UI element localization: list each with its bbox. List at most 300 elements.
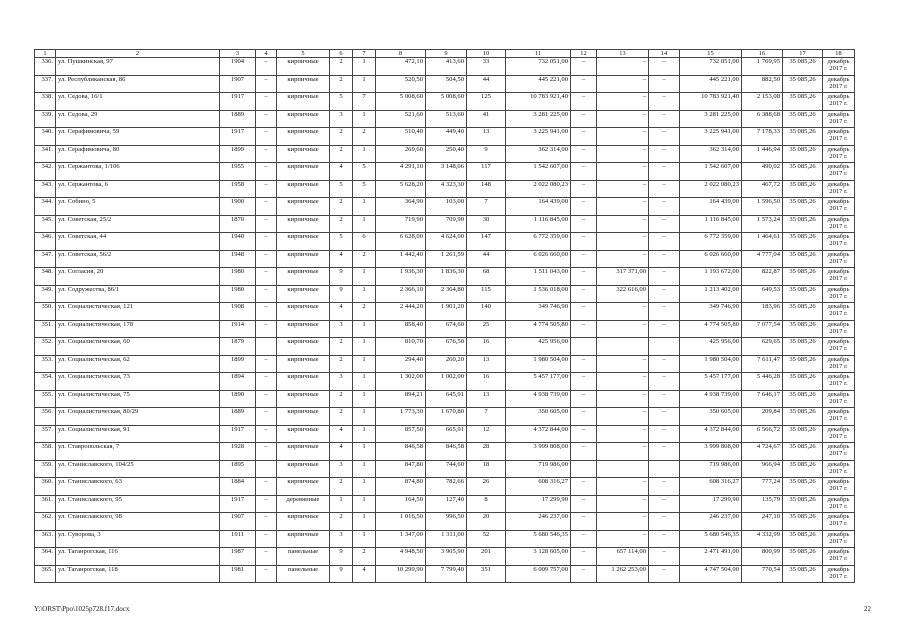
table-cell: кирпичные: [277, 285, 330, 303]
column-number: 2: [56, 50, 220, 58]
table-cell: 2 366,10: [376, 285, 426, 303]
table-cell: 1 116 845,00: [506, 215, 571, 233]
table-cell: кирпичные: [277, 145, 330, 163]
table-cell: 1 596,50: [742, 198, 783, 216]
table-cell: –: [571, 163, 597, 181]
table-cell: –: [571, 425, 597, 443]
table-row: [35, 128, 855, 146]
table-cell: –: [256, 250, 277, 268]
table-cell: 342.: [35, 163, 56, 181]
page-number: 22: [864, 605, 871, 613]
table-row: [35, 250, 855, 268]
table-cell: 1: [353, 373, 376, 391]
table-row: [35, 565, 855, 583]
table-cell: декабрь 2017 г.: [823, 425, 855, 443]
table-cell: 350.: [35, 303, 56, 321]
column-number: 6: [330, 50, 353, 58]
table-cell: 3 225 941,00: [506, 128, 571, 146]
table-cell: ул. Социалистическая, 91: [56, 425, 220, 443]
table-cell: декабрь 2017 г.: [823, 93, 855, 111]
table-cell: 6 388,68: [742, 110, 783, 128]
table-cell: 164,50: [376, 495, 426, 513]
table-cell: 1 213 402,00: [680, 285, 742, 303]
table-cell: –: [571, 443, 597, 461]
table-cell: 250,40: [426, 145, 467, 163]
column-number: 11: [506, 50, 571, 58]
table-cell: 1 901,20: [426, 303, 467, 321]
table-cell: –: [256, 390, 277, 408]
table-cell: 247,10: [742, 513, 783, 531]
table-cell: 4: [353, 565, 376, 583]
table-cell: –: [256, 495, 277, 513]
table-cell: 1 773,30: [376, 408, 426, 426]
table-row: [35, 390, 855, 408]
table-cell: 362 314,00: [506, 145, 571, 163]
table-cell: 1: [353, 443, 376, 461]
table-cell: декабрь 2017 г.: [823, 250, 855, 268]
table-cell: ул. Социалистическая, 62: [56, 355, 220, 373]
table-cell: 4 948,50: [376, 548, 426, 566]
table-cell: 1928: [220, 443, 256, 461]
table-cell: 629,65: [742, 338, 783, 356]
table-cell: 13: [467, 128, 506, 146]
table-cell: кирпичные: [277, 198, 330, 216]
table-cell: 35 085,26: [783, 460, 823, 478]
table-cell: 1917: [220, 495, 256, 513]
table-cell: 117: [467, 163, 506, 181]
table-cell: 9: [330, 548, 353, 566]
table-cell: декабрь 2017 г.: [823, 513, 855, 531]
table-cell: 1: [353, 285, 376, 303]
table-cell: –: [649, 530, 680, 548]
table-cell: кирпичные: [277, 250, 330, 268]
table-cell: ул. Социалистическая, 80/29: [56, 408, 220, 426]
table-cell: 1889: [220, 408, 256, 426]
table-cell: –: [597, 320, 649, 338]
table-cell: 513,60: [426, 110, 467, 128]
table-cell: 246 237,00: [680, 513, 742, 531]
table-cell: –: [597, 355, 649, 373]
table-cell: 2 364,80: [426, 285, 467, 303]
table-cell: –: [571, 215, 597, 233]
table-cell: кирпичные: [277, 320, 330, 338]
table-cell: 35 085,26: [783, 355, 823, 373]
table-cell: 354.: [35, 373, 56, 391]
table-cell: –: [256, 408, 277, 426]
table-cell: ул. Серафимовича, 59: [56, 128, 220, 146]
table-cell: ул. Советская, 44: [56, 233, 220, 251]
table-cell: кирпичные: [277, 460, 330, 478]
table-cell: 16: [467, 373, 506, 391]
table-cell: 5 008,60: [376, 93, 426, 111]
table-cell: 351.: [35, 320, 56, 338]
table-cell: [256, 460, 277, 478]
table-cell: 4 724,67: [742, 443, 783, 461]
table-cell: 4 777,04: [742, 250, 783, 268]
table-cell: 35 085,26: [783, 163, 823, 181]
table-cell: 1: [353, 478, 376, 496]
table-cell: 2: [353, 250, 376, 268]
table-cell: 35 085,26: [783, 530, 823, 548]
table-cell: 1940: [220, 233, 256, 251]
table-cell: 336.: [35, 58, 56, 76]
table-cell: 2: [330, 355, 353, 373]
table-cell: 2: [330, 198, 353, 216]
table-cell: 874,80: [376, 478, 426, 496]
table-cell: ул. Станиславского, 104/25: [56, 460, 220, 478]
table-cell: 4: [330, 303, 353, 321]
table-cell: 1: [353, 75, 376, 93]
table-cell: 1917: [220, 128, 256, 146]
table-cell: 676,50: [426, 338, 467, 356]
table-cell: 4 372 844,00: [506, 425, 571, 443]
table-cell: –: [597, 215, 649, 233]
table-cell: –: [649, 320, 680, 338]
column-number: 14: [649, 50, 680, 58]
table-cell: 4: [330, 163, 353, 181]
table-cell: 35 085,26: [783, 58, 823, 76]
column-number: 4: [256, 50, 277, 58]
table-cell: ул. Республиканская, 86: [56, 75, 220, 93]
table-cell: 649,53: [742, 285, 783, 303]
table-row: [35, 268, 855, 286]
table-cell: кирпичные: [277, 530, 330, 548]
table-cell: 1 980 504,00: [506, 355, 571, 373]
table-cell: 777,24: [742, 478, 783, 496]
table-cell: 719 986,00: [506, 460, 571, 478]
table-cell: 147: [467, 233, 506, 251]
table-cell: декабрь 2017 г.: [823, 180, 855, 198]
table-cell: 4 323,30: [426, 180, 467, 198]
table-cell: декабрь 2017 г.: [823, 548, 855, 566]
table-row: [35, 233, 855, 251]
table-cell: –: [571, 548, 597, 566]
table-cell: кирпичные: [277, 58, 330, 76]
table-cell: 6 026 660,00: [680, 250, 742, 268]
table-cell: –: [571, 128, 597, 146]
table-cell: –: [649, 355, 680, 373]
table-cell: 6 772 359,00: [506, 233, 571, 251]
table-cell: 68: [467, 268, 506, 286]
table-cell: –: [597, 408, 649, 426]
table-cell: декабрь 2017 г.: [823, 390, 855, 408]
table-cell: кирпичные: [277, 163, 330, 181]
table-cell: 2 471 491,00: [680, 548, 742, 566]
table-cell: декабрь 2017 г.: [823, 443, 855, 461]
table-cell: 1 511 043,00: [506, 268, 571, 286]
table-cell: кирпичные: [277, 478, 330, 496]
table-cell: 17 299,90: [506, 495, 571, 513]
table-cell: –: [256, 530, 277, 548]
table-cell: –: [597, 478, 649, 496]
table-cell: 1 116 845,00: [680, 215, 742, 233]
table-cell: 35 085,26: [783, 215, 823, 233]
table-cell: –: [597, 495, 649, 513]
table-cell: декабрь 2017 г.: [823, 373, 855, 391]
table-cell: 1870: [220, 215, 256, 233]
table-cell: 4: [330, 250, 353, 268]
table-cell: 800,99: [742, 548, 783, 566]
table-cell: 35 085,26: [783, 373, 823, 391]
table-cell: –: [571, 250, 597, 268]
table-cell: –: [256, 513, 277, 531]
table-cell: 1 442,40: [376, 250, 426, 268]
column-number: 16: [742, 50, 783, 58]
table-cell: 5: [353, 180, 376, 198]
table-cell: 1911: [220, 530, 256, 548]
table-cell: декабрь 2017 г.: [823, 198, 855, 216]
table-cell: 35 085,26: [783, 320, 823, 338]
table-cell: 1: [353, 215, 376, 233]
table-cell: 645,91: [426, 390, 467, 408]
table-cell: 1 836,30: [426, 268, 467, 286]
table-cell: 3 281 225,00: [680, 110, 742, 128]
table-cell: декабрь 2017 г.: [823, 110, 855, 128]
table-cell: 364.: [35, 548, 56, 566]
table-cell: 360.: [35, 478, 56, 496]
table-cell: 2: [330, 58, 353, 76]
table-cell: 4 938 739,00: [506, 390, 571, 408]
table-cell: –: [571, 408, 597, 426]
table-cell: 1: [330, 495, 353, 513]
table-cell: 362 314,00: [680, 145, 742, 163]
column-number: 12: [571, 50, 597, 58]
table-cell: 2: [330, 215, 353, 233]
table-row: [35, 443, 855, 461]
table-cell: –: [256, 443, 277, 461]
table-cell: –: [571, 110, 597, 128]
table-cell: –: [256, 215, 277, 233]
table-cell: –: [571, 373, 597, 391]
table-cell: ул. Социалистическая, 121: [56, 303, 220, 321]
table-cell: –: [256, 93, 277, 111]
table-cell: 1 016,50: [376, 513, 426, 531]
table-cell: 361.: [35, 495, 56, 513]
column-number: 7: [353, 50, 376, 58]
table-cell: 1: [353, 460, 376, 478]
table-cell: –: [649, 443, 680, 461]
table-cell: –: [597, 145, 649, 163]
column-number: 9: [426, 50, 467, 58]
table-row: [35, 513, 855, 531]
table-cell: кирпичные: [277, 408, 330, 426]
table-cell: 1907: [220, 513, 256, 531]
table-cell: –: [571, 198, 597, 216]
table-cell: ул. Советская, 56/2: [56, 250, 220, 268]
table-cell: –: [649, 303, 680, 321]
table-cell: 1: [353, 495, 376, 513]
table-cell: 4: [330, 443, 353, 461]
table-cell: 810,70: [376, 338, 426, 356]
table-cell: 345.: [35, 215, 56, 233]
table-cell: –: [256, 565, 277, 583]
table-cell: 35 085,26: [783, 425, 823, 443]
table-cell: 8: [467, 495, 506, 513]
table-cell: 2 153,08: [742, 93, 783, 111]
table-cell: [571, 338, 597, 356]
table-cell: –: [597, 198, 649, 216]
table-cell: –: [256, 355, 277, 373]
table-cell: ул. Советская, 25/2: [56, 215, 220, 233]
table-cell: –: [649, 93, 680, 111]
table-cell: 35 085,26: [783, 268, 823, 286]
table-cell: декабрь 2017 г.: [823, 233, 855, 251]
table-cell: –: [571, 495, 597, 513]
table-cell: 490,02: [742, 163, 783, 181]
table-cell: –: [571, 145, 597, 163]
table-cell: 35 085,26: [783, 390, 823, 408]
table-cell: –: [649, 425, 680, 443]
table-cell: 352.: [35, 338, 56, 356]
table-cell: панельные: [277, 565, 330, 583]
table-cell: 4: [330, 425, 353, 443]
table-cell: 445 221,00: [506, 75, 571, 93]
table-cell: 6 772 359,00: [680, 233, 742, 251]
table-cell: 3 281 225,00: [506, 110, 571, 128]
table-cell: –: [571, 233, 597, 251]
table-row: [35, 285, 855, 303]
table-cell: 5 446,28: [742, 373, 783, 391]
table-cell: 472,10: [376, 58, 426, 76]
table-cell: –: [571, 93, 597, 111]
table-header-row: [35, 50, 855, 58]
table-row: [35, 320, 855, 338]
table-cell: 1917: [220, 93, 256, 111]
table-cell: [649, 338, 680, 356]
table-cell: 35 085,26: [783, 548, 823, 566]
table-row: [35, 198, 855, 216]
table-cell: –: [256, 110, 277, 128]
table-cell: 362.: [35, 513, 56, 531]
table-row: [35, 145, 855, 163]
table-cell: –: [256, 75, 277, 93]
table-cell: 7 799,40: [426, 565, 467, 583]
table-cell: –: [597, 93, 649, 111]
table-cell: 35 085,26: [783, 513, 823, 531]
table-cell: 35 085,26: [783, 145, 823, 163]
table-cell: 2 022 080,23: [506, 180, 571, 198]
table-cell: 341.: [35, 145, 56, 163]
table-cell: 2: [330, 408, 353, 426]
table-cell: –: [649, 565, 680, 583]
table-cell: –: [649, 250, 680, 268]
table-cell: –: [597, 250, 649, 268]
table-cell: 4 332,99: [742, 530, 783, 548]
table-row: [35, 180, 855, 198]
table-cell: 13: [467, 355, 506, 373]
table-cell: 1: [353, 110, 376, 128]
table-cell: –: [597, 373, 649, 391]
table-cell: 5: [330, 180, 353, 198]
table-cell: 882,50: [742, 75, 783, 93]
table-cell: декабрь 2017 г.: [823, 128, 855, 146]
table-cell: –: [649, 215, 680, 233]
table-cell: 1 542 607,00: [680, 163, 742, 181]
table-cell: 1: [353, 390, 376, 408]
table-cell: кирпичные: [277, 338, 330, 356]
table-cell: 358.: [35, 443, 56, 461]
table-cell: 1980: [220, 268, 256, 286]
table-cell: –: [571, 75, 597, 93]
table-cell: 996,50: [426, 513, 467, 531]
table-cell: 5 457 177,00: [680, 373, 742, 391]
table-cell: кирпичные: [277, 75, 330, 93]
table-cell: 674,60: [426, 320, 467, 338]
table-cell: 858,40: [376, 320, 426, 338]
table-cell: ул. Седова, 16/1: [56, 93, 220, 111]
table-cell: 317 371,00: [597, 268, 649, 286]
table-cell: 30: [467, 215, 506, 233]
table-cell: 5: [330, 233, 353, 251]
table-cell: 35 085,26: [783, 198, 823, 216]
table-cell: 35 085,26: [783, 478, 823, 496]
table-cell: 7: [353, 93, 376, 111]
table-cell: 1 936,30: [376, 268, 426, 286]
table-cell: 4 624,00: [426, 233, 467, 251]
table-cell: 657 114,00: [597, 548, 649, 566]
table-cell: 445 221,00: [680, 75, 742, 93]
table-cell: 732 051,00: [680, 58, 742, 76]
column-number: 17: [783, 50, 823, 58]
table-cell: –: [256, 373, 277, 391]
table-row: [35, 338, 855, 356]
table-cell: ул. Социалистическая, 73: [56, 373, 220, 391]
table-cell: декабрь 2017 г.: [823, 215, 855, 233]
table-cell: 9: [330, 268, 353, 286]
table-cell: 322 616,00: [597, 285, 649, 303]
table-cell: 1 193 672,00: [680, 268, 742, 286]
table-cell: 7 611,47: [742, 355, 783, 373]
table-cell: декабрь 2017 г.: [823, 478, 855, 496]
table-cell: –: [571, 478, 597, 496]
table-cell: 449,40: [426, 128, 467, 146]
table-cell: 2: [330, 128, 353, 146]
table-cell: ул. Станиславского, 63: [56, 478, 220, 496]
table-cell: 20: [467, 513, 506, 531]
table-cell: 1879: [220, 338, 256, 356]
column-number: 3: [220, 50, 256, 58]
table-cell: 1 464,61: [742, 233, 783, 251]
table-row: [35, 93, 855, 111]
table-cell: –: [597, 110, 649, 128]
table-cell: 4 938 739,00: [680, 390, 742, 408]
table-cell: –: [597, 443, 649, 461]
table-cell: –: [571, 390, 597, 408]
table-cell: 1890: [220, 390, 256, 408]
table-cell: –: [256, 233, 277, 251]
table-cell: 1987: [220, 548, 256, 566]
table-cell: 344.: [35, 198, 56, 216]
table-cell: кирпичные: [277, 93, 330, 111]
column-number: 5: [277, 50, 330, 58]
table-cell: 1980: [220, 285, 256, 303]
table-cell: –: [571, 320, 597, 338]
table-cell: 2: [330, 145, 353, 163]
table-cell: –: [649, 58, 680, 76]
table-cell: 340.: [35, 128, 56, 146]
table-cell: ул. Содружества, 86/1: [56, 285, 220, 303]
table-cell: –: [597, 128, 649, 146]
table-cell: 17 299,90: [680, 495, 742, 513]
table-cell: 770,54: [742, 565, 783, 583]
table-cell: 782,66: [426, 478, 467, 496]
table-cell: 16: [467, 338, 506, 356]
table-cell: 140: [467, 303, 506, 321]
table-cell: 2: [330, 75, 353, 93]
table-cell: 1 347,00: [376, 530, 426, 548]
table-cell: 1 980 504,00: [680, 355, 742, 373]
table-cell: кирпичные: [277, 425, 330, 443]
